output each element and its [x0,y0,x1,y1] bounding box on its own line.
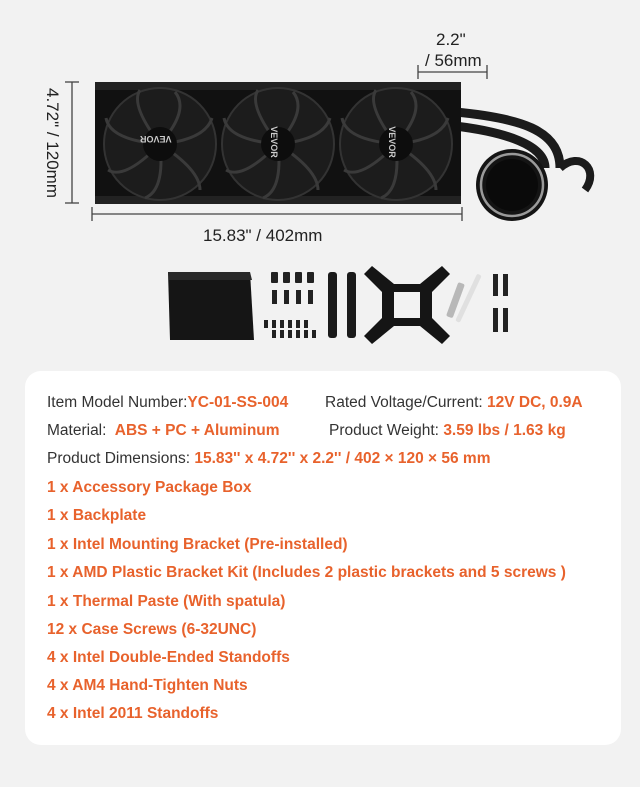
package-item: 1 x Backplate [47,507,147,524]
material-value: ABS + PC + Aluminum [114,422,280,439]
model-label: Item Model Number: [47,394,188,411]
depth-label: 2.2" [436,30,466,49]
package-item: 1 x Intel Mounting Bracket (Pre-installed) [47,536,348,553]
package-item: 4 x AM4 Hand-Tighten Nuts [47,677,248,694]
dims-row [47,450,491,468]
pump-head [476,149,548,221]
screws-group [264,272,316,338]
intel-bracket [364,266,450,344]
package-item: 1 x Thermal Paste (With spatula) [47,593,286,610]
weight-row [329,422,566,440]
height-label: 4.72" / 120mm [43,88,62,198]
voltage-label: Rated Voltage/Current: [325,394,483,411]
dims-value: 15.83'' x 4.72'' x 2.2'' / 402 × 120 × 56 mm [194,450,491,467]
accessory-box [168,272,254,340]
width-label: 15.83" / 402mm [203,226,323,245]
package-item: 4 x Intel 2011 Standoffs [47,705,219,722]
material-row [47,422,280,440]
fan-brand-1: VEVOR [140,134,172,144]
thermal-paste [446,274,482,323]
fan-brand-2: VEVOR [268,126,279,158]
depth-mm-label: / 56mm [425,51,482,70]
specs-card [25,371,621,745]
package-item: 1 x AMD Plastic Bracket Kit (Includes 2 plastic brackets and 5 screws ) [47,564,566,581]
weight-label: Product Weight: [329,422,439,439]
package-item: 12 x Case Screws (6-32UNC) [47,621,257,638]
standoffs [493,274,508,332]
voltage-row [325,394,583,412]
dims-label: Product Dimensions: [47,450,191,467]
weight-value: 3.59 lbs / 1.63 kg [443,422,566,439]
amd-brackets [328,272,356,338]
package-item: 4 x Intel Double-Ended Standoffs [47,649,290,666]
cooler-illustration [0,0,640,365]
model-value: YC-01-SS-004 [187,394,289,411]
material-label: Material: [47,422,107,439]
fan-1 [104,88,216,200]
model-row [47,394,288,412]
fan-brand-3: VEVOR [386,126,397,158]
voltage-value: 12V DC, 0.9A [487,394,583,411]
package-item: 1 x Accessory Package Box [47,479,252,496]
